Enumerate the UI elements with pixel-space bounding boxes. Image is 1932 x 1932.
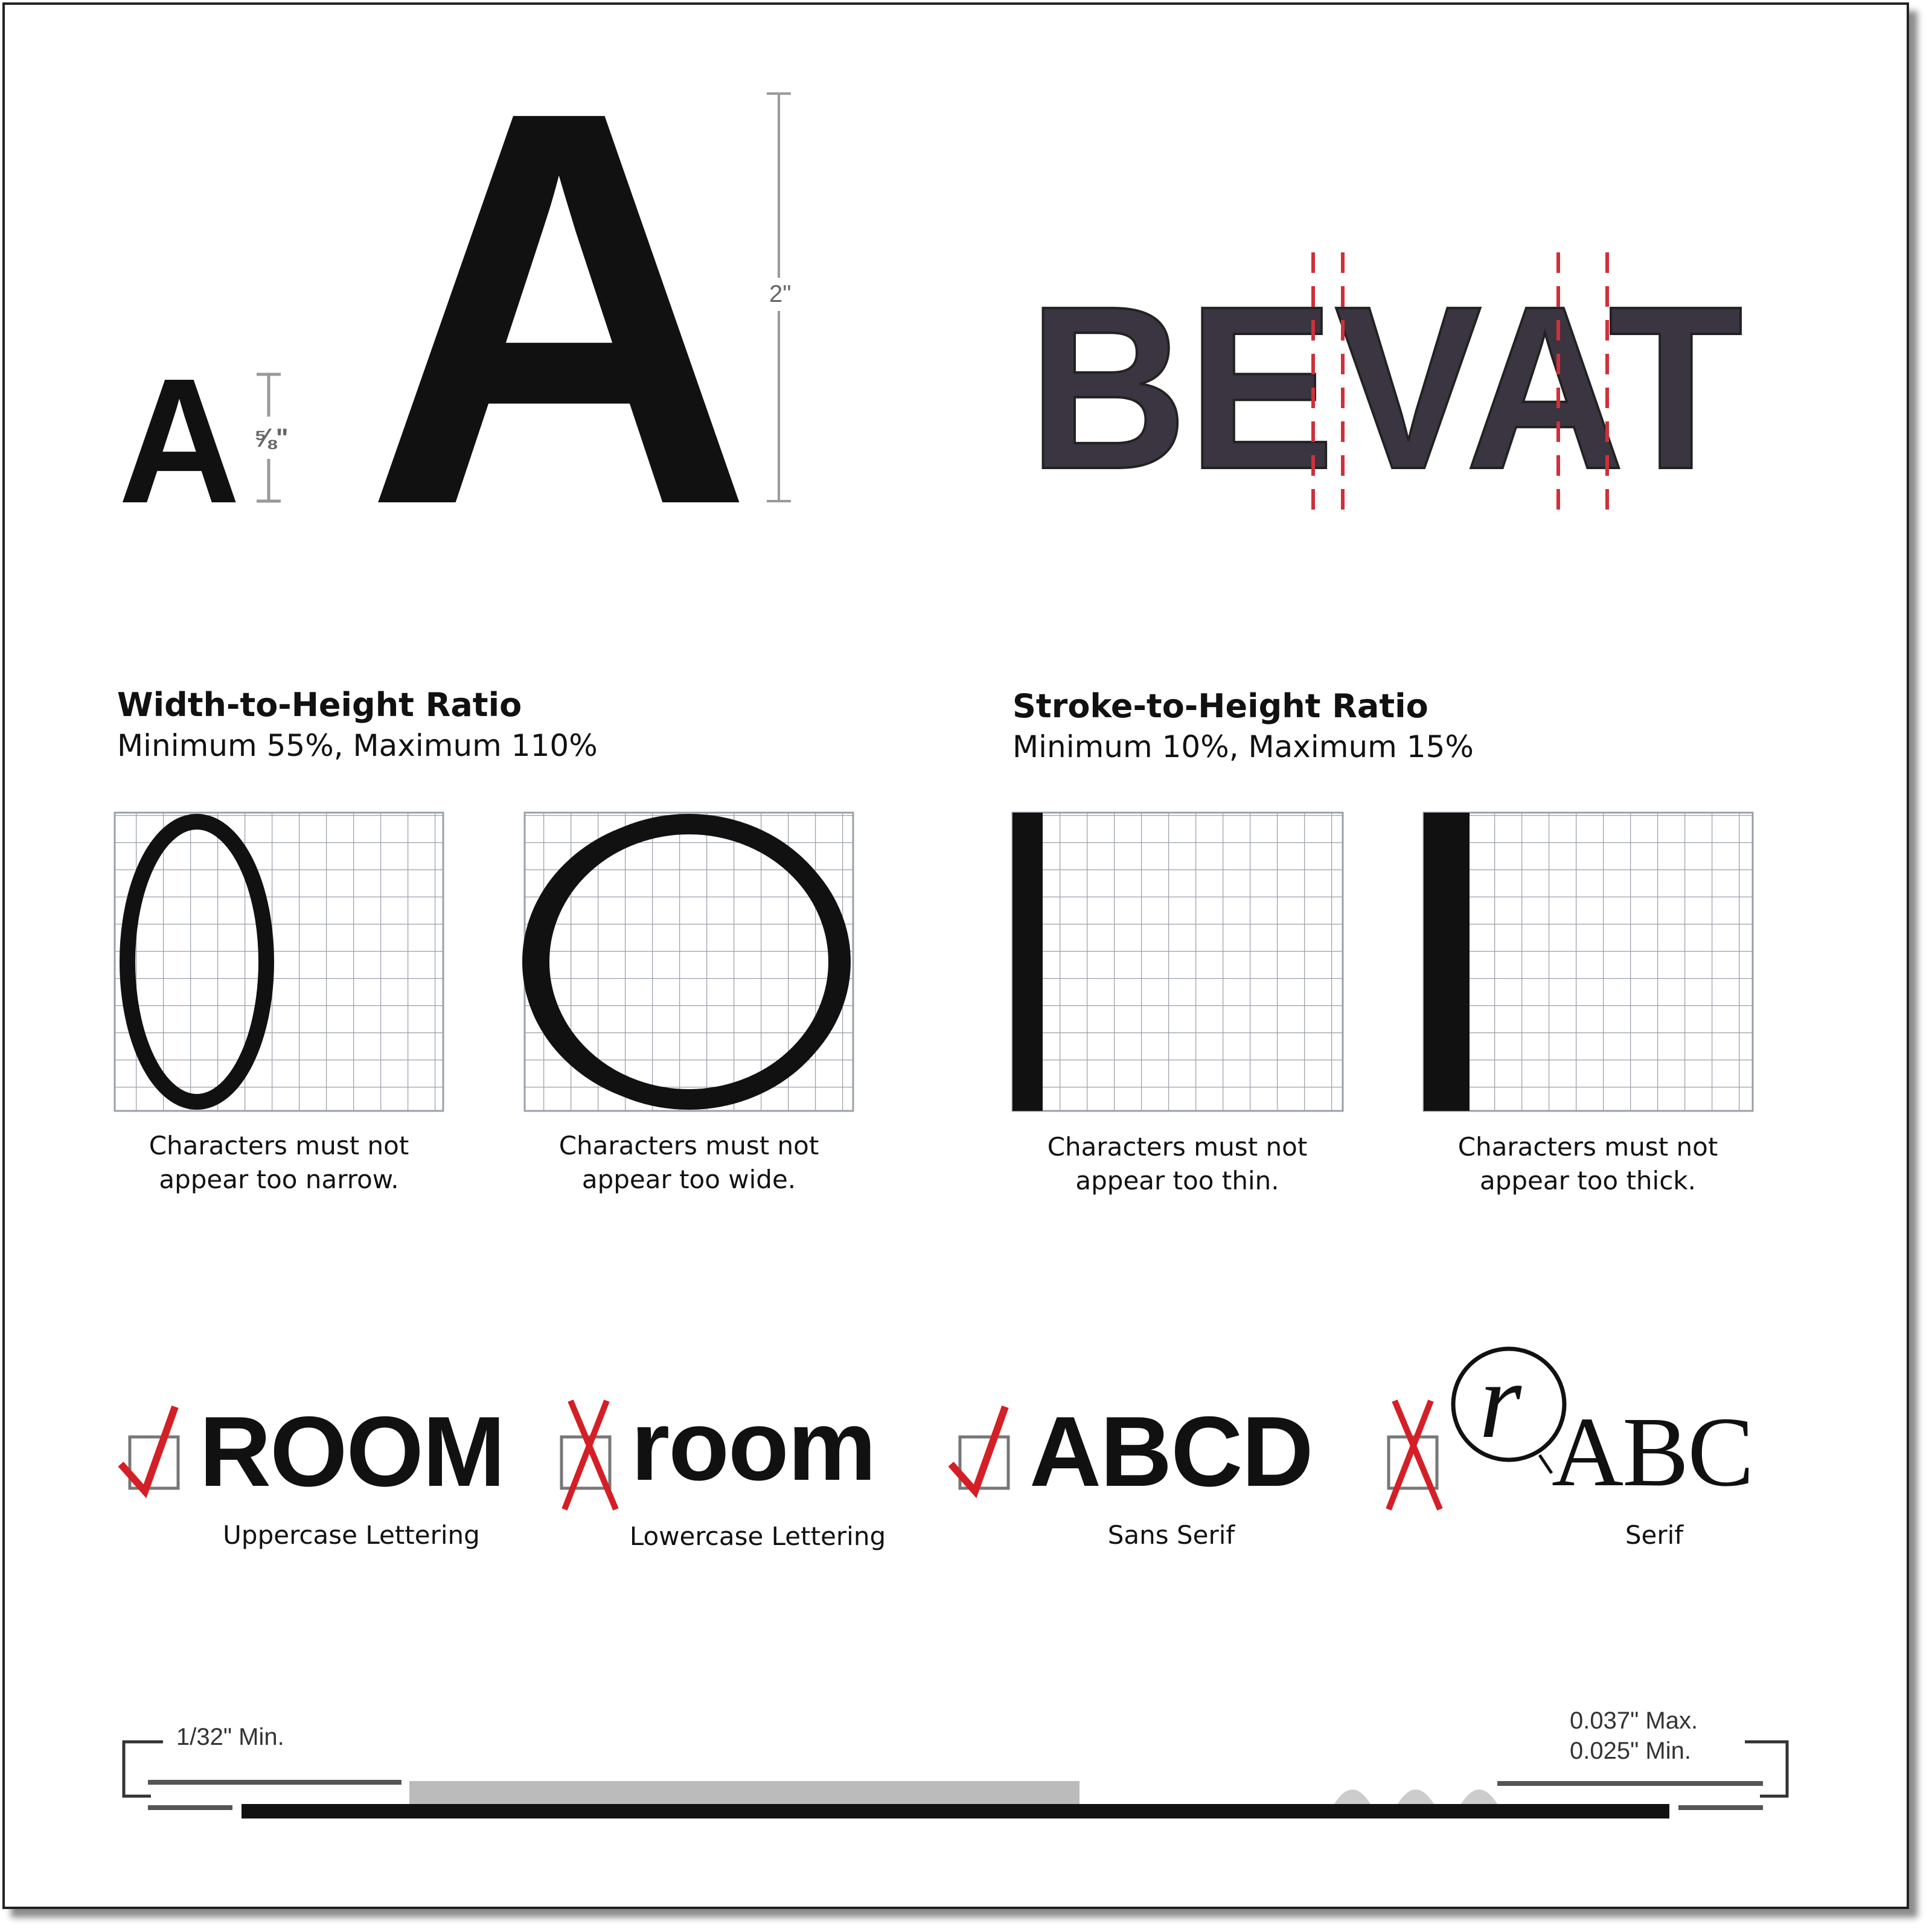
depth-diagram [124, 1742, 1787, 1818]
serif-label: Serif [1625, 1520, 1684, 1550]
checkbox-check-uppercase [121, 1407, 178, 1491]
stroke-ratio-title: Stroke-to-Height Ratio [1012, 687, 1428, 725]
stroke-ratio-subtitle: Minimum 10%, Maximum 15% [1012, 729, 1474, 764]
uppercase-example: ROOM [199, 1396, 505, 1507]
width-ratio-title: Width-to-Height Ratio [117, 686, 522, 724]
thick-stroke [1424, 813, 1470, 1111]
large-dimension-label: 2" [769, 281, 792, 307]
serif-example: ABC [1552, 1396, 1753, 1507]
sans-serif-label: Sans Serif [1107, 1520, 1235, 1550]
thin-stroke [1012, 813, 1043, 1111]
lowercase-label: Lowercase Lettering [629, 1521, 886, 1551]
depth-max-label: 0.037" Max. [1570, 1707, 1698, 1734]
grid-too-wide [525, 813, 853, 1111]
grid-too-narrow [115, 813, 443, 1111]
checkbox-cross-lowercase [561, 1401, 616, 1509]
lowercase-example: room [631, 1390, 875, 1501]
large-letter-a: A [365, 0, 753, 622]
checkbox-cross-serif [1389, 1401, 1440, 1509]
caption-too-wide: Characters must not appear too wide. [558, 1131, 819, 1194]
caption-too-narrow: Characters must not appear too narrow. [149, 1131, 409, 1194]
bevat-word: BEVAT [1028, 257, 1743, 517]
small-dimension-label: ⅝" [254, 423, 289, 453]
magnifier-icon [1453, 1340, 1564, 1473]
depth-min-label-right: 0.025" Min. [1570, 1738, 1691, 1764]
grid-too-thick [1424, 813, 1753, 1111]
magnified-serif-r: r [1479, 1340, 1522, 1460]
checkbox-check-sans-serif [951, 1407, 1008, 1491]
width-ratio-subtitle: Minimum 55%, Maximum 110% [117, 728, 598, 763]
sans-serif-example: ABCD [1029, 1396, 1313, 1507]
small-letter-a: A [118, 341, 240, 540]
grid-too-thin [1012, 813, 1343, 1111]
caption-too-thin: Characters must not appear too thin. [1047, 1132, 1308, 1195]
caption-too-thick: Characters must not appear too thick. [1457, 1132, 1718, 1195]
depth-min-label: 1/32" Min. [176, 1724, 284, 1750]
uppercase-label: Uppercase Lettering [223, 1520, 480, 1550]
